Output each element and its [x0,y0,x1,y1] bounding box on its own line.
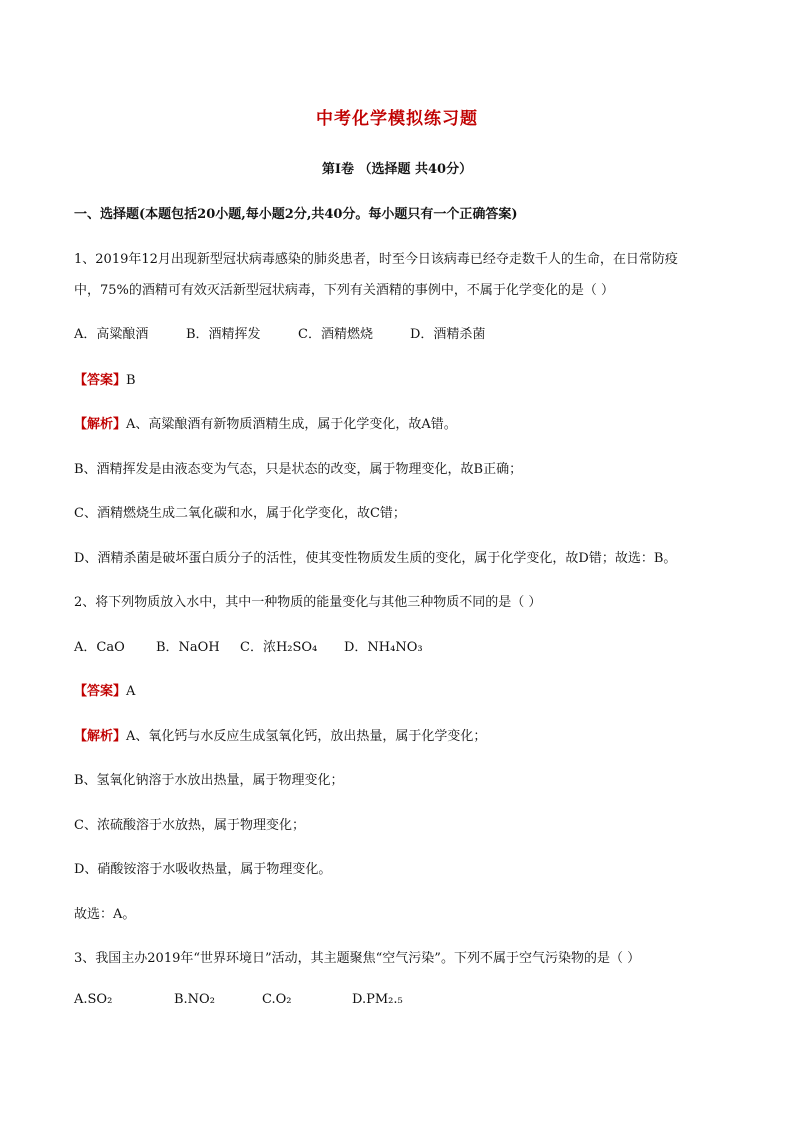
q1-analysis-c: C、酒精燃烧生成二氧化碳和水，属于化学变化，故C错； [74,506,406,521]
q3-option-a: A.SO₂ [74,992,113,1007]
q1-option-b: B．酒精挥发 [186,327,261,342]
q2-answer [74,680,135,699]
q1-analysis-d: D、酒精杀菌是破坏蛋白质分子的活性，使其变性物质发生质的变化，属于化学变化，故D错；故选：B。 [74,551,677,566]
q3-option-b: B.NO₂ [174,992,215,1007]
q2-option-d: D．NH₄NO₃ [344,640,423,655]
q2-option-a: A．CaO [74,640,125,655]
section-heading: 一、选择题(本题包括20小题,每小题2分,共40分。每小题只有一个正确答案) [74,207,518,222]
q1-stem-line2: 中，75%的酒精可有效灭活新型冠状病毒，下列有关酒精的事例中，不属于化学变化的是（ ） [74,283,615,298]
analysis-text: A、氧化钙与水反应生成氢氧化钙，放出热量，属于化学变化； [126,729,487,744]
q2-option-c: C．浓H₂SO₄ [240,640,318,655]
q2-analysis-c: C、浓硫酸溶于水放热，属于物理变化； [74,818,305,833]
q1-option-c: C．酒精燃烧 [298,327,373,342]
q2-option-b: B．NaOH [156,640,220,655]
q1-analysis-a [74,413,457,432]
answer-tag: 【答案】 [74,684,127,699]
q2-conclusion: 故选：A。 [74,907,136,922]
q3-stem: 3、我国主办2019年“世界环境日”活动，其主题聚焦“空气污染”。下列不属于空气污染物的是（ ） [74,951,641,966]
answer-tag: 【答案】 [74,373,127,388]
q1-options [74,323,485,342]
q2-stem: 2、将下列物质放入水中，其中一种物质的能量变化与其他三种物质不同的是（ ） [74,595,542,610]
part-heading: 第Ⅰ卷 （选择题 共40分） [321,162,473,177]
q3-options [74,992,403,1007]
q1-stem-line1: 1、2019年12月出现新型冠状病毒感染的肺炎患者，时至今日该病毒已经夺走数千人的生命，在日常防疫 [74,252,678,267]
q1-answer [74,369,136,388]
analysis-tag: 【解析】 [74,729,127,744]
analysis-tag: 【解析】 [74,417,127,432]
q1-analysis-b: B、酒精挥发是由液态变为气态，只是状态的改变，属于物理变化，故B正确； [74,462,523,477]
q1-option-d: D．酒精杀菌 [410,327,486,342]
q3-option-d: D.PM₂.₅ [352,992,403,1007]
answer-value: A [126,684,136,699]
q2-analysis-d: D、硝酸铵溶于水吸收热量，属于物理变化。 [74,862,332,877]
q2-analysis-a [74,725,486,744]
page-title: 中考化学模拟练习题 [316,109,478,129]
q2-options [74,636,423,655]
analysis-text: A、高粱酿酒有新物质酒精生成，属于化学变化，故A错。 [126,417,457,432]
q3-option-c: C.O₂ [262,992,292,1007]
q2-analysis-b: B、氢氧化钠溶于水放出热量，属于物理变化； [74,773,344,788]
answer-value: B [126,373,136,388]
q1-option-a: A．高粱酿酒 [74,327,149,342]
